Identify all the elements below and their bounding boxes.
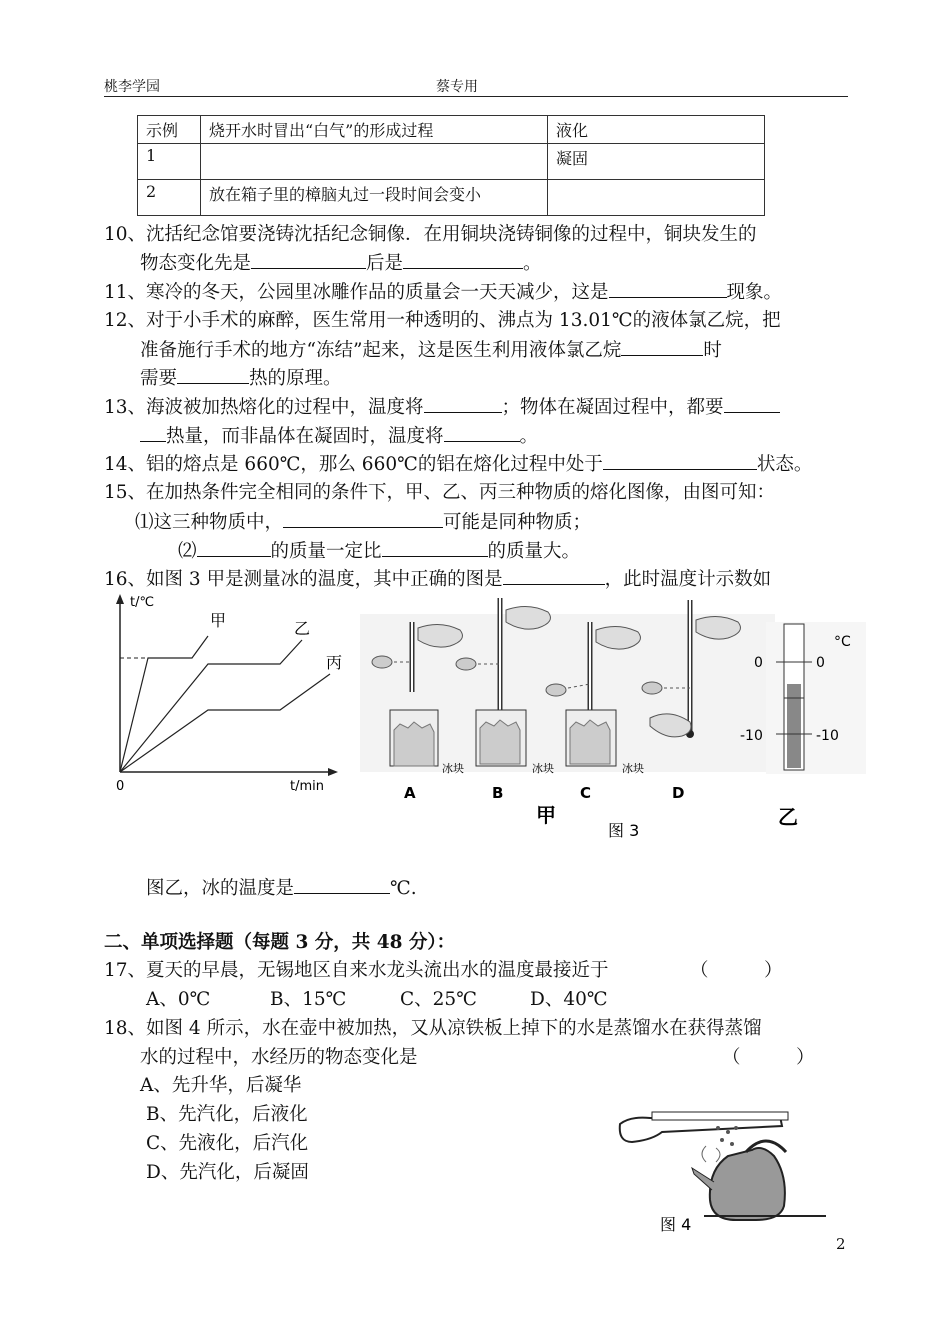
label-jia: 甲 xyxy=(210,611,227,630)
q13-line1: 13、海波被加热熔化的过程中，温度将 ；物体在凝固过程中，都要 xyxy=(104,394,780,421)
answer-blank[interactable] xyxy=(403,250,523,269)
q10-line2: 物态变化先是 后是 。 xyxy=(140,250,542,277)
eye-icon xyxy=(456,658,476,670)
q10-line1: 10、沈括纪念馆要浇铸沈括纪念铜像．在用铜块浇铸铜像的过程中，铜块发生的 xyxy=(104,224,757,245)
option-b: B xyxy=(492,784,504,802)
answer-blank[interactable] xyxy=(177,365,249,384)
thermo-label: -10 xyxy=(740,728,763,744)
fig3-yi: 乙 xyxy=(778,805,798,829)
q16-line1: 16、如图 3 甲是测量冰的温度，其中正确的图是 ，此时温度计示数如 xyxy=(104,566,771,593)
thermo-label: 0 xyxy=(816,655,825,671)
thermo-label: 0 xyxy=(754,655,763,671)
figure-3 xyxy=(360,592,872,842)
header-rule xyxy=(104,96,848,97)
table-cell: 示例 xyxy=(138,116,201,144)
eye-icon xyxy=(546,684,566,696)
option-c: C xyxy=(580,784,592,802)
example-table xyxy=(137,115,765,216)
q18-option-a[interactable]: A、先升华，后凝华 xyxy=(140,1075,302,1096)
thermo-unit: °C xyxy=(834,634,851,650)
header-left: 桃李学园 xyxy=(104,79,160,95)
answer-blank[interactable] xyxy=(603,451,757,470)
q18-line1: 18、如图 4 所示，水在壶中被加热，又从凉铁板上掉下的水是蒸馏水在获得蒸馏 xyxy=(104,1018,762,1039)
q15-line2: ⑴这三种物质中， 可能是同种物质； xyxy=(135,509,591,536)
q17-option-a[interactable]: A、0℃ xyxy=(146,989,211,1010)
q17-option-b[interactable]: B、15℃ xyxy=(270,989,347,1010)
table-cell xyxy=(201,144,548,180)
q17-option-d[interactable]: D、40℃ xyxy=(530,989,608,1010)
q12-line3: 需要 热的原理。 xyxy=(140,365,342,392)
answer-blank[interactable] xyxy=(197,538,271,557)
answer-blank[interactable] xyxy=(424,394,502,413)
table-cell xyxy=(548,180,765,216)
answer-blank[interactable] xyxy=(503,566,605,585)
graph-ylabel: t/℃ xyxy=(130,595,155,610)
fig3-caption: 图 3 xyxy=(608,821,640,840)
option-d: D xyxy=(672,784,685,802)
section2-title: 二、单项选择题（每题 3 分，共 48 分）： xyxy=(104,932,456,953)
steam xyxy=(716,1148,720,1162)
answer-blank[interactable] xyxy=(251,250,366,269)
table-cell: 2 xyxy=(138,180,201,216)
curve-jia xyxy=(120,636,208,772)
ice-label: 冰块 xyxy=(622,762,644,775)
page-number: 2 xyxy=(836,1235,846,1253)
q18-answer-paren[interactable]: （ ） xyxy=(722,1047,815,1068)
q13-line2: 热量，而非晶体在凝固时，温度将 。 xyxy=(140,423,538,450)
q17-stem: 17、夏天的早晨，无锡地区自来水龙头流出水的温度最接近于 xyxy=(104,960,609,981)
label-yi: 乙 xyxy=(294,619,311,638)
header-center: 蔡专用 xyxy=(436,79,478,95)
q11: 11、寒冷的冬天，公园里冰雕作品的质量会一天天减少，这是 现象。 xyxy=(104,279,782,306)
table-cell: 1 xyxy=(138,144,201,180)
q14: 14、铝的熔点是 660℃，那么 660℃的铝在熔化过程中处于 状态。 xyxy=(104,451,812,478)
graph-origin: 0 xyxy=(116,779,125,792)
q15-line3: ⑵ 的质量一定比 的质量大。 xyxy=(178,538,580,565)
answer-blank[interactable] xyxy=(609,279,727,298)
eye-icon xyxy=(372,656,392,668)
y-axis-arrow xyxy=(116,594,124,604)
kettle xyxy=(710,1148,785,1220)
table-cell: 放在箱子里的樟脑丸过一段时间会变小 xyxy=(201,180,548,216)
table-cell: 烧开水时冒出“白气”的形成过程 xyxy=(201,116,548,144)
q15-line1: 15、在加热条件完全相同的条件下，甲、乙、丙三种物质的熔化图像，由图可知： xyxy=(104,482,776,503)
melting-graph xyxy=(104,592,344,792)
q12-line1: 12、对于小手术的麻醉，医生常用一种透明的、沸点为 13.01℃的液体氯乙烷，把 xyxy=(104,310,781,331)
fig4-caption: 图 4 xyxy=(660,1215,692,1234)
answer-blank[interactable] xyxy=(294,875,390,894)
x-axis-arrow xyxy=(328,768,338,776)
answer-blank[interactable] xyxy=(382,538,488,557)
option-a: A xyxy=(404,784,416,802)
q17-option-c[interactable]: C、25℃ xyxy=(400,989,477,1010)
q18-option-b[interactable]: B、先汽化，后液化 xyxy=(146,1104,308,1125)
kettle-spout xyxy=(692,1168,714,1190)
mercury-column xyxy=(787,684,801,768)
label-bing: 丙 xyxy=(326,653,343,672)
q18-option-d[interactable]: D、先汽化，后凝固 xyxy=(146,1162,309,1183)
answer-blank[interactable] xyxy=(724,394,780,413)
figure-4 xyxy=(612,1098,842,1238)
cold-iron-plate xyxy=(652,1112,788,1120)
q18-option-c[interactable]: C、先液化，后汽化 xyxy=(146,1133,309,1154)
q18-line2: 水的过程中，水经历的物态变化是 xyxy=(140,1047,418,1068)
fig3-jia: 甲 xyxy=(536,803,556,827)
thermo-label: -10 xyxy=(816,728,839,744)
table-cell: 液化 xyxy=(548,116,765,144)
table-cell: 凝固 xyxy=(548,144,765,180)
q12-line2: 准备施行手术的地方“冻结”起来，这是医生利用液体氯乙烷 时 xyxy=(140,337,722,364)
answer-blank[interactable] xyxy=(621,337,703,356)
answer-blank[interactable] xyxy=(140,423,166,442)
curve-bing xyxy=(120,674,330,772)
answer-blank[interactable] xyxy=(444,423,520,442)
answer-blank[interactable] xyxy=(283,509,443,528)
graph-xlabel: t/min xyxy=(290,779,324,792)
eye-icon xyxy=(642,682,662,694)
ice-label: 冰块 xyxy=(532,762,554,775)
q17-answer-paren[interactable]: （ ） xyxy=(690,960,783,981)
ice-label: 冰块 xyxy=(442,762,464,775)
q16-line2: 图乙，冰的温度是 ℃. xyxy=(146,875,417,902)
